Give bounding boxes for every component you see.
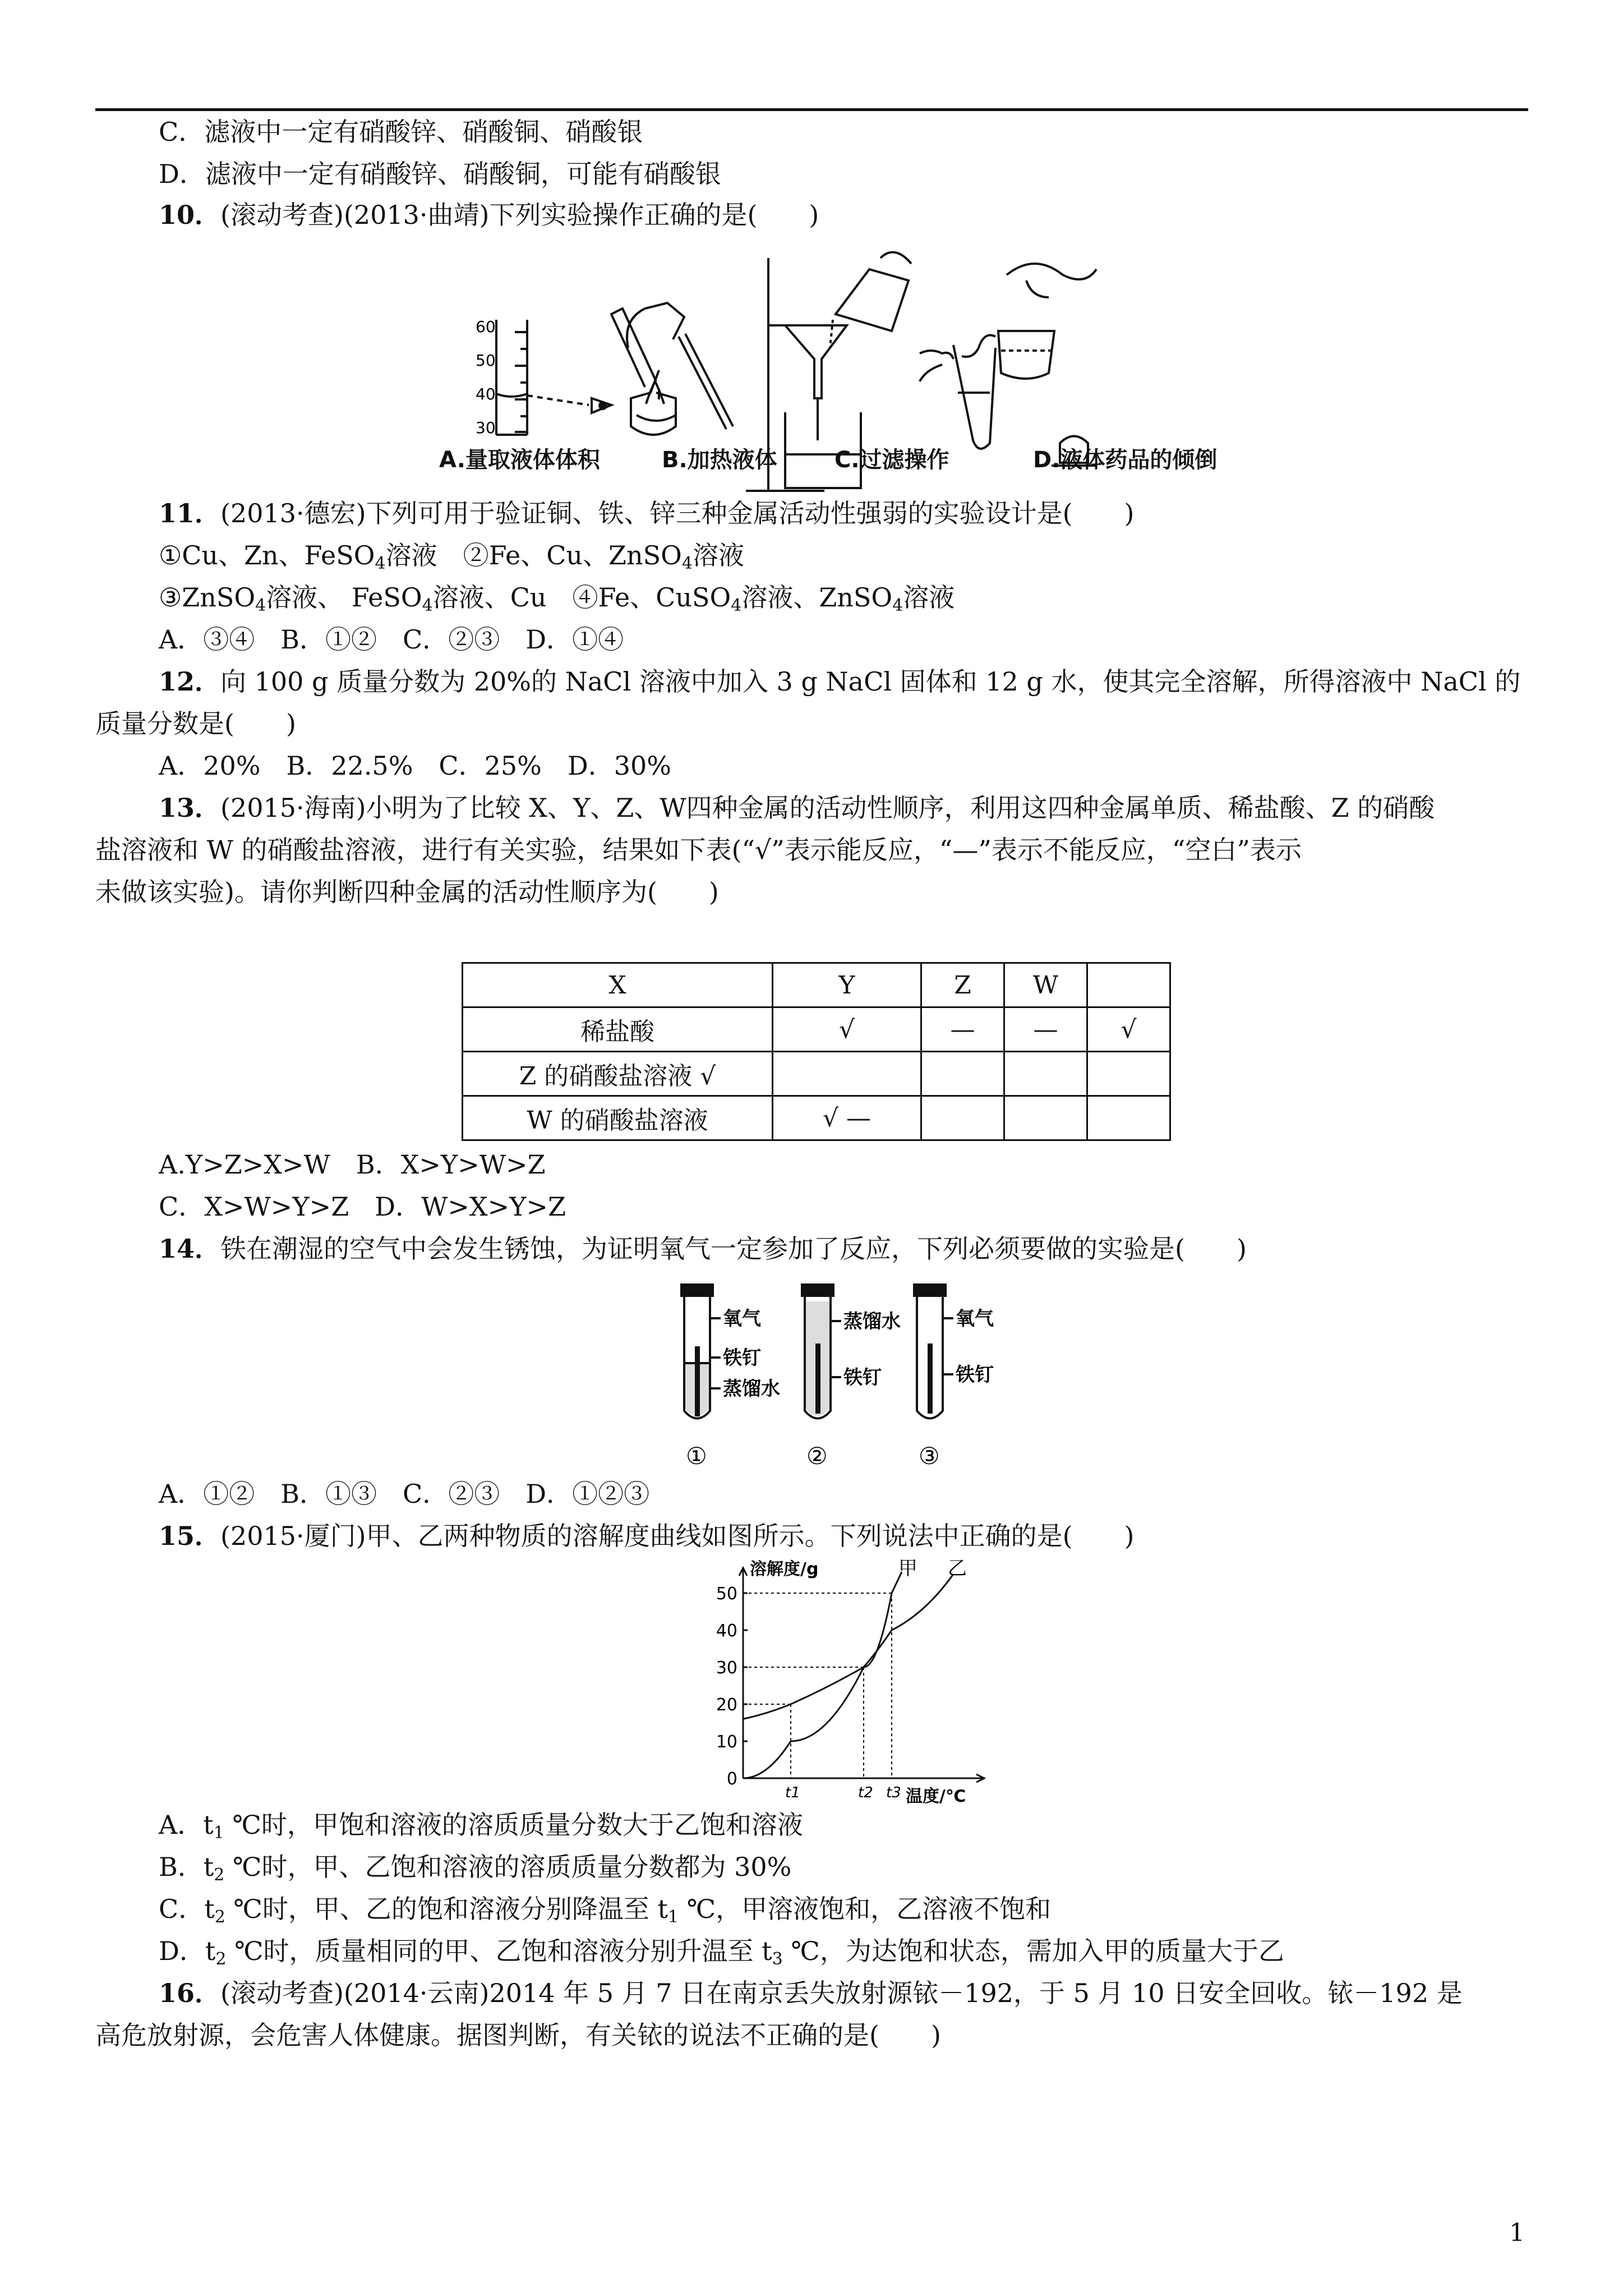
label-oxygen-3: 氧气 <box>956 1308 994 1330</box>
table-cell: √ <box>773 1007 921 1052</box>
y-tick-label: 10 <box>716 1732 737 1752</box>
x-tick-label: t1 <box>785 1784 800 1801</box>
q13-stem: 13．(2015·海南)小明为了比较 X、Y、Z、W四种金属的活动性顺序，利用这四种金属单质、稀盐酸、Z 的硝酸 <box>159 793 1435 823</box>
scale-label-40: 40 <box>476 385 496 403</box>
table-cell: √ — <box>773 1096 921 1140</box>
caption-c: C.过滤操作 <box>834 447 949 473</box>
q14-figure <box>665 1279 1068 1470</box>
table-cell: W 的硝酸盐溶液 <box>463 1096 773 1140</box>
series-line-2 <box>743 1574 953 1719</box>
table-row <box>463 1096 1170 1140</box>
caption-d: D.液体药品的倾倒 <box>1033 447 1218 473</box>
q12-stem-cont: 质量分数是( ) <box>95 708 296 739</box>
q12-answers: A．20% B．22.5% C．25% D．30% <box>159 751 671 781</box>
caption-a: A.量取液体体积 <box>439 447 600 473</box>
table-cell <box>1087 963 1170 1007</box>
table-cell: — <box>921 1007 1004 1052</box>
label-water-2: 蒸馏水 <box>843 1310 901 1333</box>
q15-option-b: B．$t_2$ ℃时，甲、乙饱和溶液的溶质质量分数都为 30% <box>159 1852 792 1885</box>
caption-b: B.加热液体 <box>662 447 777 473</box>
q14-answers: A．①② B．①③ C．②③ D．①②③ <box>159 1479 650 1509</box>
q15-option-a: A．$t_1$ ℃时，甲饱和溶液的溶质质量分数大于乙饱和溶液 <box>159 1810 803 1843</box>
table-cell: Z <box>921 963 1004 1007</box>
y-tick-label: 20 <box>716 1695 737 1715</box>
q14-stem: 14．铁在潮湿的空气中会发生锈蚀，为证明氧气一定参加了反应，下列必须要做的实验是( ) <box>159 1234 1247 1264</box>
table-cell <box>1004 1052 1087 1096</box>
y-axis-label: 溶解度/g <box>750 1559 819 1579</box>
table-header-row <box>463 963 1170 1007</box>
table-row <box>463 1007 1170 1052</box>
label-oxygen-1: 氧气 <box>723 1308 761 1330</box>
q11-stem: 11．(2013·德宏)下列可用于验证铜、铁、锌三种金属活动性强弱的实验设计是( ) <box>159 498 1135 528</box>
q12-stem: 12．向 100 g 质量分数为 20%的 NaCl 溶液中加入 3 g NaCl 固体和 12 g 水，使其完全溶解，所得溶液中 NaCl 的 <box>159 666 1521 697</box>
label-nail-1: 铁钉 <box>723 1347 761 1369</box>
q16-stem: 16．(滚动考查)(2014·云南)2014 年 5 月 7 日在南京丢失放射源铱－192，于 5 月 10 日安全回收。铱－192 是 <box>159 1978 1463 2008</box>
q10-stem: 10．(滚动考查)(2013·曲靖)下列实验操作正确的是( ) <box>159 200 819 230</box>
y-tick-label: 0 <box>726 1769 737 1789</box>
q15-option-d: D．$t_2$ ℃时，质量相同的甲、乙饱和溶液分别升温至 $t_3$ ℃，为达饱和状态，需加入甲的质量大于乙 <box>159 1936 1284 1969</box>
tube-number-2: ② <box>806 1442 828 1470</box>
x-tick-label: t3 <box>886 1784 901 1801</box>
scale-label-60: 60 <box>476 318 496 336</box>
tube-number-1: ① <box>686 1442 707 1470</box>
x-axis-label: 温度/℃ <box>906 1787 966 1806</box>
table-cell <box>921 1052 1004 1096</box>
table-cell <box>1087 1096 1170 1140</box>
table-cell: Z 的硝酸盐溶液 √ <box>463 1052 773 1096</box>
y-tick-label: 50 <box>716 1584 737 1604</box>
tube-number-3: ③ <box>919 1442 940 1470</box>
table-cell: Y <box>773 963 921 1007</box>
y-tick-label: 30 <box>716 1658 737 1678</box>
q13-answers-1: A.Y>Z>X>W B．X>Y>W>Z <box>159 1149 546 1180</box>
q11-options-line2: ③ZnSO$_4$溶液、 FeSO$_4$溶液、Cu ④Fe、CuSO$_4$溶液、ZnSO$_4$溶液 <box>159 582 955 615</box>
scale-label-30: 30 <box>476 418 496 437</box>
q16-stem-cont: 高危放射源，会危害人体健康。据图判断，有关铱的说法不正确的是( ) <box>95 2020 941 2050</box>
table-row <box>463 1052 1170 1096</box>
q11-options-line1: ①Cu、Zn、FeSO$_4$溶液 ②Fe、Cu、ZnSO$_4$溶液 <box>159 540 744 573</box>
table-cell: X <box>463 963 773 1007</box>
x-tick-label: t2 <box>858 1784 873 1801</box>
q9-option-c: C．滤液中一定有硝酸锌、硝酸铜、硝酸银 <box>159 117 643 147</box>
q15-stem: 15．(2015·厦门)甲、乙两种物质的溶解度曲线如图所示。下列说法中正确的是( ) <box>159 1521 1135 1551</box>
table-cell <box>773 1052 921 1096</box>
series-line-1 <box>743 1572 902 1778</box>
table-cell: W <box>1004 963 1087 1007</box>
q13-answers-2: C．X>W>Y>Z D．W>X>Y>Z <box>159 1191 566 1222</box>
table-cell <box>1087 1052 1170 1096</box>
series-label-2: 乙 <box>948 1559 967 1580</box>
header-rule <box>95 108 1528 111</box>
solubility-chart <box>693 1559 1007 1806</box>
q11-answers: A．③④ B．①② C．②③ D．①④ <box>159 624 624 655</box>
table-cell: — <box>1004 1007 1087 1052</box>
q9-option-d: D．滤液中一定有硝酸锌、硝酸铜，可能有硝酸银 <box>159 159 721 189</box>
label-nail-3: 铁钉 <box>956 1364 994 1386</box>
q13-table <box>462 962 1171 1141</box>
q13-stem-cont1: 盐溶液和 W 的硝酸盐溶液，进行有关实验，结果如下表(“√”表示能反应，“—”表示不能反应，“空白”表示 <box>95 835 1302 865</box>
q13-stem-cont2: 未做该实验)。请你判断四种金属的活动性顺序为( ) <box>95 877 719 907</box>
table-cell <box>921 1096 1004 1140</box>
label-nail-2: 铁钉 <box>843 1366 882 1389</box>
q15-option-c: C．$t_2$ ℃时，甲、乙的饱和溶液分别降温至 $t_1$ ℃，甲溶液饱和，乙溶液不饱和 <box>159 1894 1052 1927</box>
scale-label-50: 50 <box>476 351 496 370</box>
label-water-1: 蒸馏水 <box>723 1378 780 1400</box>
series-label-1: 甲 <box>898 1559 917 1580</box>
y-tick-label: 40 <box>716 1621 737 1641</box>
page-number: 1 <box>1509 2219 1525 2247</box>
table-cell: √ <box>1087 1007 1170 1052</box>
table-cell: 稀盐酸 <box>463 1007 773 1052</box>
table-cell <box>1004 1096 1087 1140</box>
